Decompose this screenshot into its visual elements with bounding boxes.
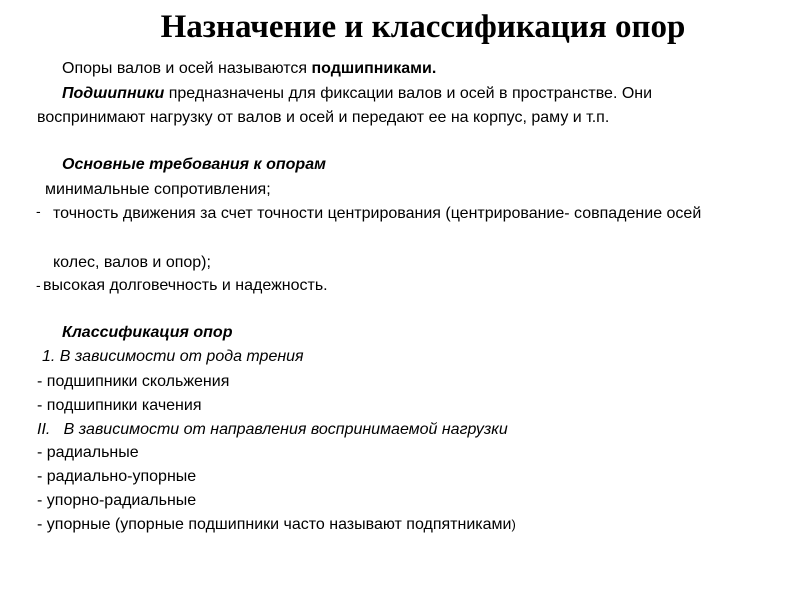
bullet-dash: - [36,203,41,219]
intro-term-podshipniki: Подшипники [62,85,165,102]
classification-list-item: - подшипники скольжения [37,373,230,390]
bullet-dash: - [36,277,41,293]
slide-title: Назначение и классификация опор [160,9,686,45]
intro-text: Опоры валов и осей называются [62,60,312,77]
requirement-item: высокая долговечность и надежность. [43,277,328,294]
classification-list-item: - подшипники качения [37,397,202,414]
intro-line-2 [62,84,652,104]
intro-text: предназначены для фиксации валов и осей в пространстве. Они [164,85,653,102]
requirements-heading: Основные требования к опорам [62,156,326,173]
classification-last-text: - упорные (упорные подшипники часто называют подпятниками [37,516,512,533]
intro-bold-term: подшипниками. [311,60,437,77]
requirement-item-continuation: колес, валов и опор); [53,254,211,271]
classification-heading: Классификация опор [62,324,233,341]
requirement-item: точность движения за счет точности центрирования (центрирование- совпадение осей [53,205,702,222]
classification-list-item: - радиально-упорные [37,468,197,485]
classification-list-item: - радиальные [37,444,139,461]
classification-group-title: 1. В зависимости от рода трения [42,348,304,365]
requirement-item: минимальные сопротивления; [45,181,271,198]
classification-list-item: - упорно-радиальные [37,492,197,509]
intro-line-3: воспринимают нагрузку от валов и осей и передают ее на корпус, раму и т.п. [37,109,610,126]
classification-list-item [37,515,516,535]
closing-paren: ) [511,517,516,532]
intro-line-1 [62,59,436,79]
classification-group-title: II. В зависимости от направления воспринимаемой нагрузки [37,421,508,438]
